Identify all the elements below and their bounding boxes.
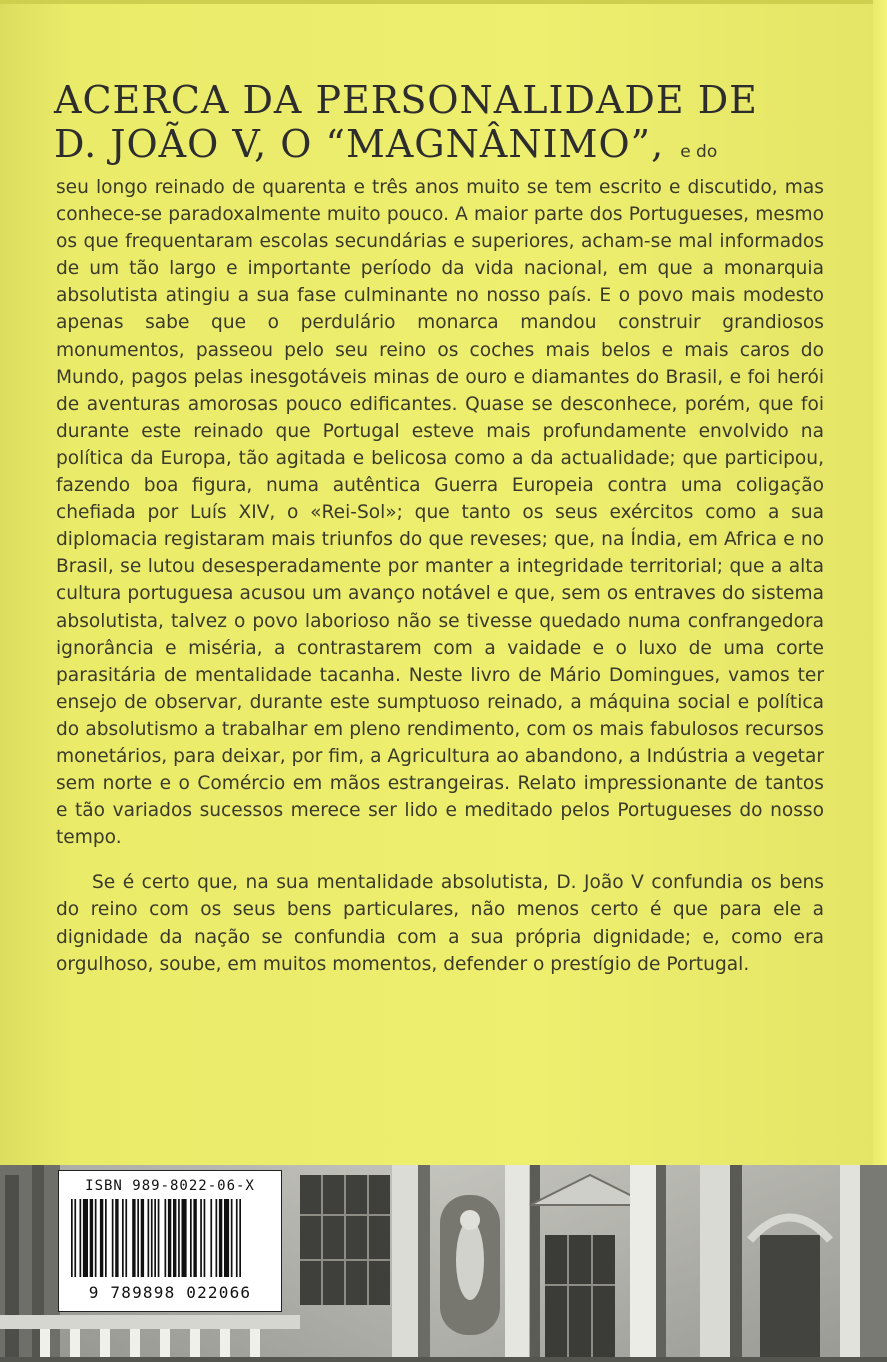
barcode-bar [71, 1199, 73, 1277]
barcode-bar [151, 1199, 153, 1277]
barcode-bar [239, 1199, 241, 1277]
heading-line-1 [54, 78, 824, 122]
heading-line-2 [54, 122, 824, 174]
barcode-bar [182, 1199, 187, 1277]
barcode-bar [154, 1199, 156, 1277]
barcode-bar [148, 1199, 150, 1277]
barcode-bar [125, 1199, 127, 1277]
barcode-bar [210, 1199, 212, 1277]
barcode-bar [219, 1199, 222, 1277]
barcode-bar [105, 1199, 107, 1277]
barcode-bar [74, 1199, 76, 1277]
paragraph-1: seu longo reinado de quarenta e três anos muito se tem escrito e discutido, mas conhece-se paradoxalmente muito pouco. A maior parte dos Portugueses, mesmo os que frequentaram escolas secundárias e superiores, acham-se mal informados de um tão largo e importante período da vida nacional, em que a monarquia absolutista atingiu a sua fase culminante no nosso país. E o povo mais modesto apenas sabe que o perdulário monarca mandou construir grandiosos monumentos, passeou pelo seu reino os coches mais belos e mais caros do Mundo, pagos pelas inesgotáveis minas de ouro e diamantes do Brasil, e foi herói de aventuras amorosas pouco edificantes. Quase se desconhece, porém, que foi durante este reinado que Portugal esteve mais profundamente envolvido na política da Europa, tão agitada e belicosa como a da actualidade; que participou, fazendo boa figura, numa autêntica Guerra Europeia contra uma coligação chefiada por Luís XIV, o «Rei-Sol»; que tanto os seus exércitos como a sua diplomacia registaram mais triunfos do que reveses; que, na Índia, em Africa e no Brasil, se lutou desesperadamente por manter a integridade territorial; que a alta cultura portuguesa acusou um avanço notável e que, sem os entraves do sistema absolutista, talvez o povo laborioso não se tivesse quedado numa confrangedora ignorância e miséria, a contrastarem com a vaidade e o luxo de uma corte parasitária de mentalidade tacanha. Neste livro de Mário Domingues, vamos ter ensejo de observar, durante este sumptuoso reinado, a máquina social e política do absolutismo a trabalhar em pleno rendimento, com os mais fabulosos recursos monetários, para deixar, por fim, a Agricultura ao abandono, a Indústria a vegetar sem norte e o Comércio em mãos estrangeiras. Relato impressionante de tantos e tão variados sucessos merece ser lido e meditado pelos Portugueses do nosso tempo. [56, 177, 824, 849]
barcode-bar [204, 1199, 206, 1277]
paragraph-2: Se é certo que, na sua mentalidade absolutista, D. João V confundia os bens do reino com os seus bens particulares, não menos certo é que para ele a dignidade da nação se confundia com a sua própria dignidade; e, como era orgulhoso, soube, em muitos momentos, defender o prestígio de Portugal. [56, 872, 824, 975]
barcode-bar [193, 1199, 196, 1277]
barcode-bar [141, 1199, 144, 1277]
barcode-bar [165, 1199, 167, 1277]
barcode-bar [90, 1199, 93, 1277]
heading-tail: e do [680, 142, 718, 162]
blurb [54, 78, 824, 978]
isbn-text: ISBN 989-8022-06-X [85, 1178, 255, 1194]
barcode-bar [132, 1199, 135, 1277]
barcode-bar [158, 1199, 160, 1277]
barcode-bar [231, 1199, 233, 1277]
barcode-bar [200, 1199, 202, 1277]
barcode-bar [122, 1199, 124, 1277]
barcode-bar [216, 1199, 218, 1277]
barcode-bar [100, 1199, 103, 1277]
barcode-bar [115, 1199, 118, 1277]
barcode-bar [190, 1199, 192, 1277]
heading-text-1: ACERCA DA PERSONALIDADE DE [54, 78, 758, 122]
barcode-bar [178, 1199, 180, 1277]
cover-edge [873, 0, 887, 1165]
barcode-bar [83, 1199, 88, 1277]
barcode-bar [224, 1199, 229, 1277]
heading-text-2: D. JOÃO V, O “MAGNÂNIMO”, [54, 122, 665, 166]
barcode-bar [80, 1199, 82, 1277]
barcode-bar [168, 1199, 171, 1277]
top-edge [0, 0, 887, 4]
barcode-bar [236, 1199, 238, 1277]
barcode-bar [112, 1199, 114, 1277]
ean-digits: 9 789898 022066 [88, 1283, 252, 1302]
barcode-label [58, 1170, 282, 1312]
barcode-bar [173, 1199, 176, 1277]
barcode-bars [69, 1199, 271, 1281]
barcode-bar [137, 1199, 139, 1277]
barcode-bar [95, 1199, 97, 1277]
